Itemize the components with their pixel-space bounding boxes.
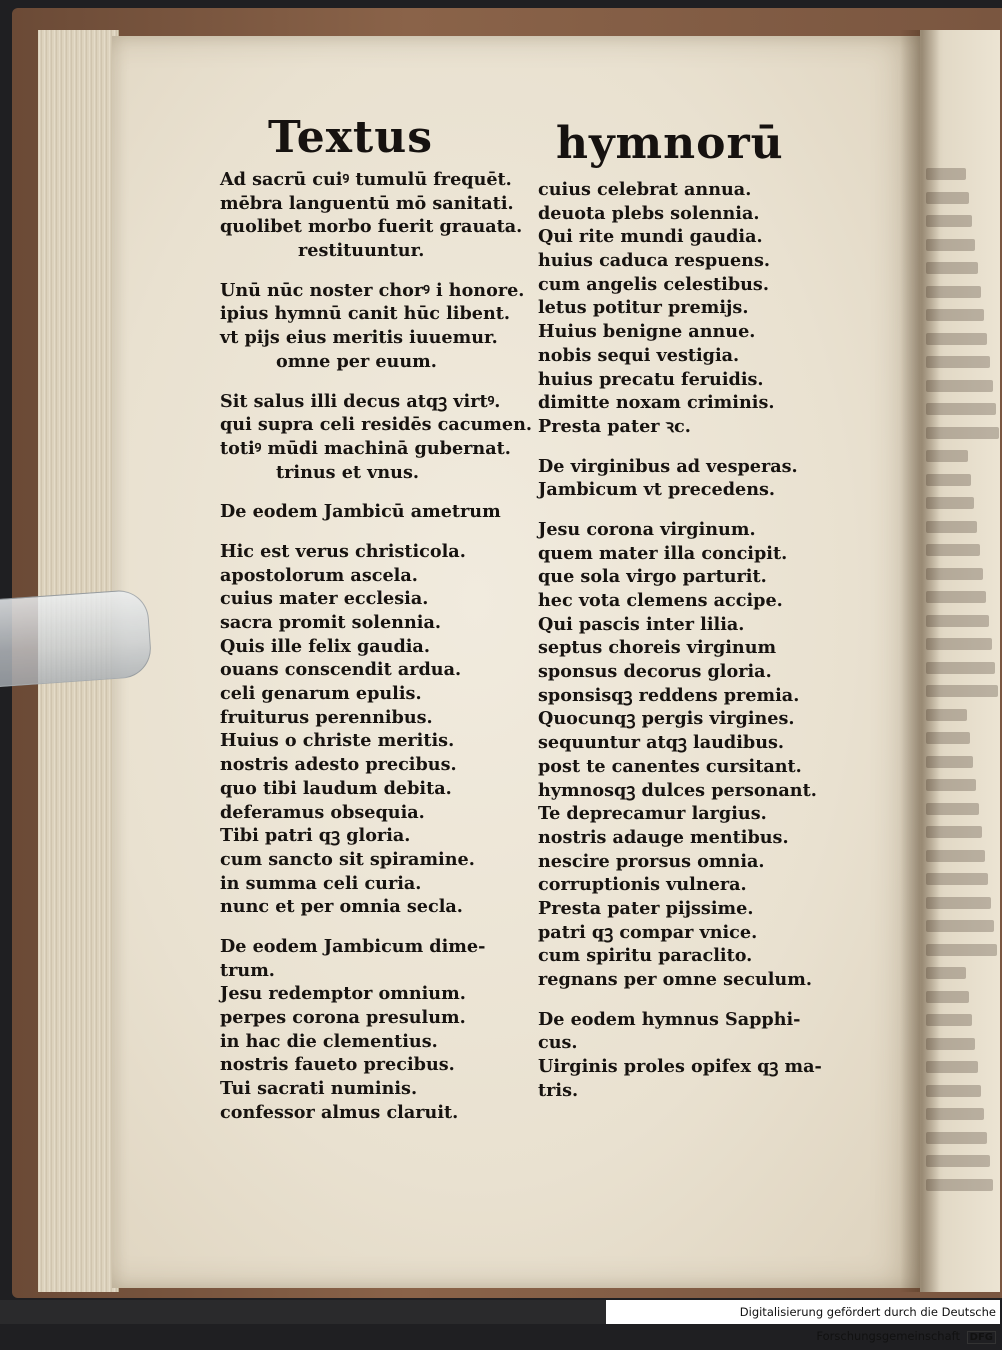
line-gap bbox=[538, 992, 822, 1008]
text-line: Tui sacrati numinis. bbox=[220, 1078, 418, 1100]
text-line: nostris adesto precibus. bbox=[220, 754, 457, 776]
text-line: tris. bbox=[538, 1079, 579, 1101]
line-gap bbox=[220, 263, 532, 279]
footer-credit bbox=[606, 1300, 1000, 1343]
text-line: regnans per omne seculum. bbox=[538, 969, 812, 990]
text-line: vt pijs eius meritis iuuemur. bbox=[220, 327, 498, 349]
text-line: De virginibus ad vesperas. bbox=[538, 455, 798, 477]
text-line: quo tibi laudum debita. bbox=[220, 777, 452, 799]
text-line: Huius o christe meritis. bbox=[220, 730, 455, 752]
text-line: Quis ille felix gaudia. bbox=[220, 635, 430, 657]
text-line: Unū nūc noster chorꝰ i honore. bbox=[220, 279, 525, 301]
text-line: cum spiritu paraclito. bbox=[538, 945, 753, 967]
text-line: patri qꝫ compar vnice. bbox=[538, 921, 758, 943]
text-line: hymnosqꝫ dulces personant. bbox=[538, 779, 817, 801]
text-line: corruptionis vulnera. bbox=[538, 874, 747, 896]
text-line: perpes corona presulum. bbox=[220, 1007, 466, 1028]
text-line: septus choreis virginum bbox=[538, 637, 777, 659]
text-line: deuota plebs solennia. bbox=[538, 202, 760, 224]
text-line: omne per euum. bbox=[276, 350, 437, 372]
text-line: qui supra celi residēs cacumen. bbox=[220, 414, 533, 436]
text-line: Qui pascis inter lilia. bbox=[538, 613, 745, 635]
text-line: trum. bbox=[220, 959, 275, 981]
text-line: cum angelis celestibus. bbox=[538, 273, 769, 295]
text-line: trinus et vnus. bbox=[276, 461, 419, 483]
line-gap bbox=[220, 484, 532, 500]
text-line: fruiturus perennibus. bbox=[220, 706, 433, 728]
text-line: nunc et per omnia secla. bbox=[220, 896, 463, 918]
line-gap bbox=[538, 439, 822, 455]
text-line: in summa celi curia. bbox=[220, 872, 422, 894]
text-line: quem mater illa concipit. bbox=[538, 542, 788, 564]
text-line: Jesu corona virginum. bbox=[538, 518, 756, 540]
text-line: cum sancto sit spiramine. bbox=[220, 848, 475, 870]
text-line: quolibet morbo fuerit grauata. bbox=[220, 216, 523, 238]
text-line: Presta pater pijssime. bbox=[538, 897, 754, 919]
text-line: huius caduca respuens. bbox=[538, 250, 771, 272]
text-column-left bbox=[220, 168, 532, 1124]
text-line: De eodem Jambicū ametrum bbox=[220, 501, 501, 523]
text-line: Tibi patri qꝫ gloria. bbox=[220, 825, 411, 847]
heading-left: Textus bbox=[268, 112, 434, 163]
text-line: mēbra languentū mō sanitati. bbox=[220, 192, 514, 214]
line-gap bbox=[538, 502, 822, 518]
text-line: ipius hymnū canit hūc libent. bbox=[220, 303, 510, 325]
text-line: Te deprecamur largius. bbox=[538, 803, 767, 825]
text-line: Sit salus illi decus atqꝫ virtꝰ. bbox=[220, 390, 501, 412]
text-line: letus potitur premijs. bbox=[538, 297, 749, 319]
line-gap bbox=[220, 374, 532, 390]
text-line: celi genarum epulis. bbox=[220, 683, 422, 705]
text-line: totiꝰ mūdi machinā gubernat. bbox=[220, 437, 511, 459]
text-line: nostris faueto precibus. bbox=[220, 1054, 455, 1076]
footer-text: Digitalisierung gefördert durch die Deutsche Forschungsgemeinschaft bbox=[739, 1305, 996, 1343]
text-line: cus. bbox=[538, 1032, 578, 1054]
text-line: Jambicum vt precedens. bbox=[538, 479, 776, 501]
page-holder-clip bbox=[0, 589, 153, 688]
text-line: deferamus obsequia. bbox=[220, 801, 425, 823]
text-line: nobis sequi vestigia. bbox=[538, 344, 740, 366]
text-line: in hac die clementius. bbox=[220, 1030, 438, 1052]
text-line: Jesu redemptor omnium. bbox=[220, 983, 466, 1005]
text-line: hec vota clemens accipe. bbox=[538, 590, 783, 611]
book-gutter bbox=[900, 30, 940, 1292]
text-line: sacra promit solennia. bbox=[220, 612, 441, 633]
text-line: De eodem Jambicum dime- bbox=[220, 935, 486, 957]
text-line: nescire prorsus omnia. bbox=[538, 850, 765, 872]
text-line: restituuntur. bbox=[298, 240, 425, 262]
text-line: cuius mater ecclesia. bbox=[220, 588, 429, 610]
text-line: Ad sacrū cuiꝰ tumulū frequēt. bbox=[220, 169, 512, 190]
text-line: ouans conscendit ardua. bbox=[220, 659, 462, 681]
text-line: Hic est verus christicola. bbox=[220, 540, 466, 562]
text-line: sequuntur atqꝫ laudibus. bbox=[538, 732, 785, 754]
text-line: que sola virgo parturit. bbox=[538, 566, 767, 588]
dfg-logo: DFG bbox=[967, 1331, 996, 1344]
text-line: cuius celebrat annua. bbox=[538, 179, 752, 200]
line-gap bbox=[220, 524, 532, 540]
text-line: confessor almus claruit. bbox=[220, 1101, 459, 1123]
heading-right: hymnorū bbox=[556, 118, 784, 169]
text-line: De eodem hymnus Sapphi- bbox=[538, 1008, 801, 1030]
text-line: dimitte noxam criminis. bbox=[538, 392, 775, 414]
text-line: Uirginis proles opifex qꝫ ma- bbox=[538, 1056, 822, 1078]
text-line: Qui rite mundi gaudia. bbox=[538, 226, 763, 248]
text-column-right bbox=[538, 178, 822, 1102]
text-line: Quocunqꝫ pergis virgines. bbox=[538, 708, 795, 730]
bottom-strip bbox=[0, 1300, 606, 1324]
text-line: nostris adauge mentibus. bbox=[538, 826, 789, 848]
text-line: sponsus decorus gloria. bbox=[538, 661, 772, 683]
text-line: post te canentes cursitant. bbox=[538, 755, 802, 777]
text-line: apostolorum ascela. bbox=[220, 564, 418, 586]
line-gap bbox=[220, 919, 532, 935]
text-line: Presta pater ꝛc. bbox=[538, 415, 691, 437]
text-line: Huius benigne annue. bbox=[538, 321, 756, 343]
text-line: huius precatu feruidis. bbox=[538, 368, 764, 390]
text-line: sponsisqꝫ reddens premia. bbox=[538, 684, 800, 706]
